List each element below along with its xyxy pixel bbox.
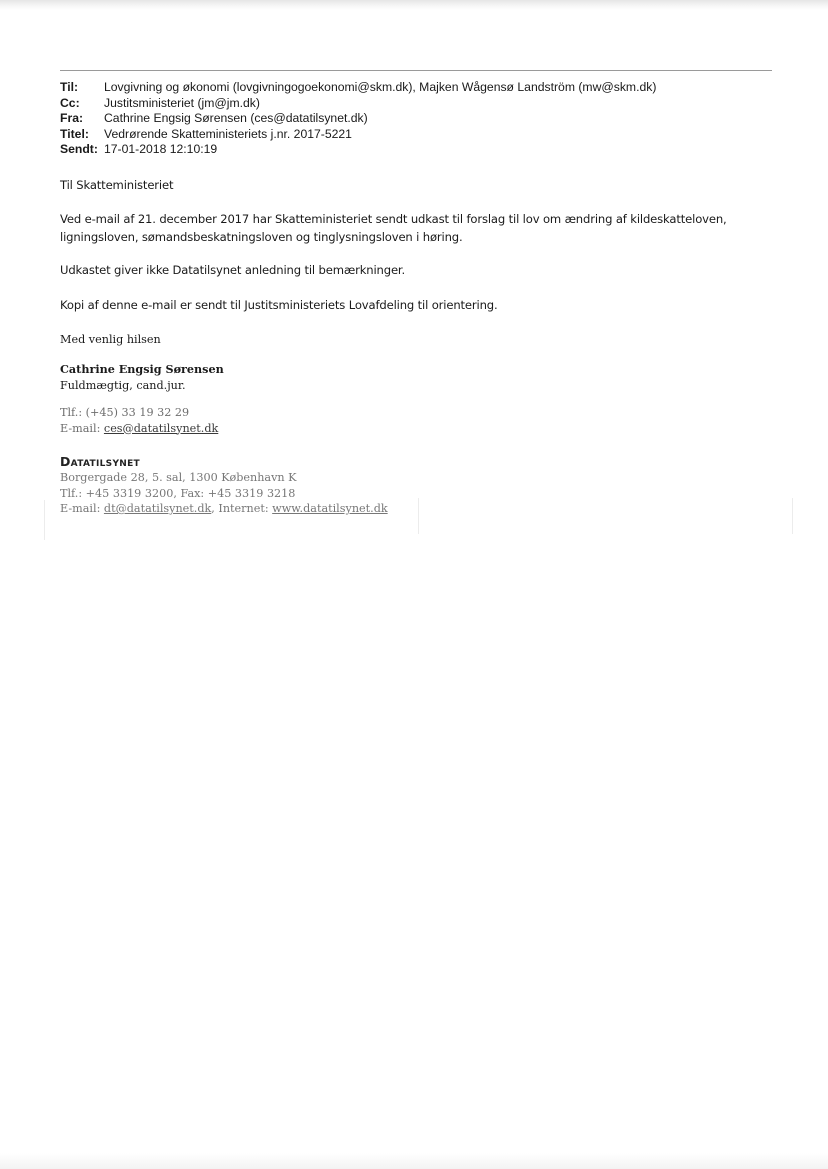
header-subject-value: Vedrørende Skatteministeriets j.nr. 2017-5221 [104, 126, 352, 141]
header-sent-row [60, 142, 656, 158]
scan-artifact-left [44, 500, 45, 540]
body-paragraph-main: Ved e-mail af 21. december 2017 har Skatteministeriet sendt udkast til forslag til lov om ændring af kildeskatteloven, ligningsloven, sømandsbeskatningsloven og tinglysningsloven i høring. [60, 212, 727, 244]
signature-phone: Tlf.: (+45) 33 19 32 29 [60, 406, 190, 419]
header-subject-label: Titel: [60, 126, 89, 141]
scan-artifact-right [792, 498, 793, 534]
body-paragraph-kopi: Kopi af denne e-mail er sendt til Justitsministeriets Lovafdeling til orientering. [60, 298, 498, 312]
header-to-value: Lovgivning og økonomi (lovgivningogoekonomi@skm.dk), Majken Wågensø Landström (mw@skm.dk) [104, 80, 657, 94]
body-paragraph-udkast: Udkastet giver ikke Datatilsynet anledning til bemærkninger. [60, 263, 406, 277]
header-from-row [60, 111, 656, 127]
header-to-row [60, 80, 656, 96]
header-cc-value: Justitsministeriet (jm@jm.dk) [104, 95, 260, 110]
signature-email-link[interactable]: ces@datatilsynet.dk [103, 421, 219, 435]
header-subject-row [60, 127, 656, 143]
organization-logo: Datatilsynet [60, 454, 140, 469]
header-from-value: Cathrine Engsig Sørensen (ces@datatilsynet.dk) [104, 111, 368, 126]
signature-title: Fuldmægtig, cand.jur. [60, 378, 186, 392]
organization-email-link[interactable]: dt@datatilsynet.dk [103, 502, 212, 515]
signature-name: Cathrine Engsig Sørensen [60, 362, 224, 376]
scan-artifact-middle [418, 498, 419, 534]
signature-email-line [60, 421, 218, 437]
organization-web-line [60, 501, 388, 517]
page-top-edge [0, 0, 828, 10]
organization-block [60, 453, 388, 517]
organization-address: Borgergade 28, 5. sal, 1300 København K [60, 471, 297, 484]
header-sent-label: Sendt: [60, 142, 98, 157]
closing: Med venlig hilsen [60, 333, 161, 346]
header-to-label: Til: [60, 80, 79, 94]
organization-website-link[interactable]: www.datatilsynet.dk [272, 502, 388, 515]
header-cc-row [60, 96, 656, 112]
greeting: Til Skatteministeriet [60, 178, 174, 192]
header-from-label: Fra: [60, 111, 84, 126]
signature-contact [60, 405, 218, 436]
organization-contact [60, 470, 388, 517]
page-bottom-edge [0, 1153, 828, 1169]
email-header [60, 80, 656, 158]
header-divider [60, 70, 772, 71]
header-sent-value: 17-01-2018 12:10:19 [104, 142, 218, 157]
organization-email-label: E-mail: [60, 502, 104, 515]
organization-phone-fax: Tlf.: +45 3319 3200, Fax: +45 3319 3218 [60, 486, 296, 500]
signature-block [60, 362, 224, 393]
signature-email-label: E-mail: [60, 421, 104, 435]
organization-internet-label: , Internet: [211, 502, 273, 515]
header-cc-label: Cc: [60, 95, 80, 110]
